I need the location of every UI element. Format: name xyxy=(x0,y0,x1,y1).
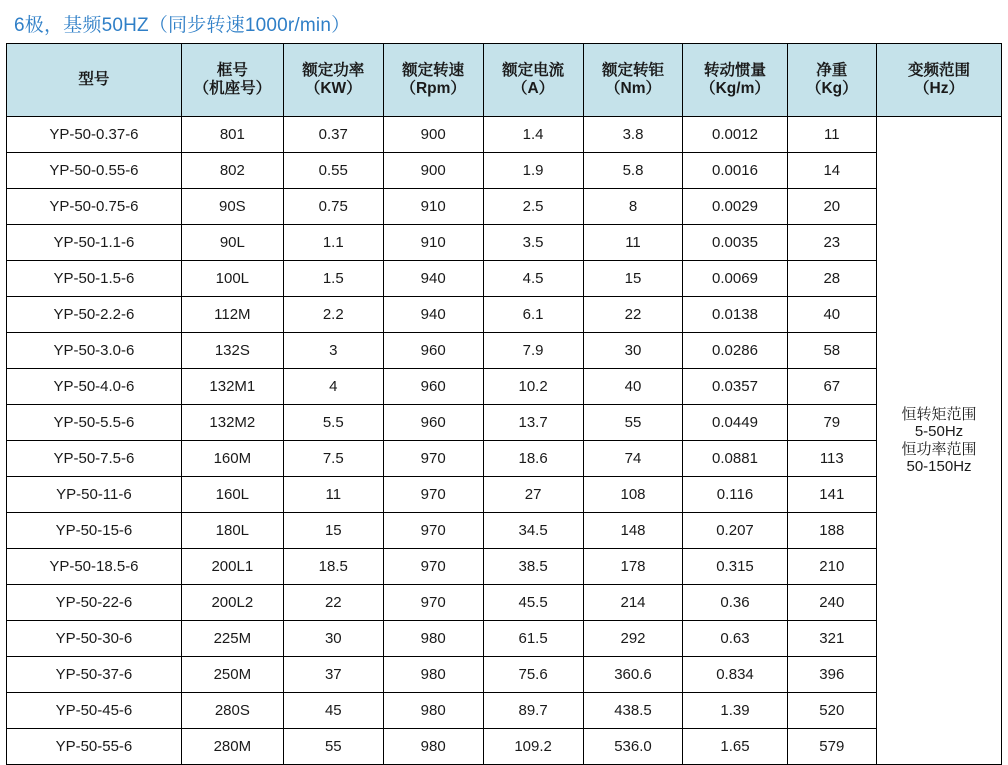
cell-torque: 3.8 xyxy=(583,117,683,153)
cell-current: 75.6 xyxy=(483,657,583,693)
cell-frame: 160L xyxy=(181,477,283,513)
cell-current: 3.5 xyxy=(483,225,583,261)
cell-power: 5.5 xyxy=(283,405,383,441)
cell-frame: 132M1 xyxy=(181,369,283,405)
table-row xyxy=(7,189,1002,225)
cell-frame: 132M2 xyxy=(181,405,283,441)
cell-frame: 802 xyxy=(181,153,283,189)
table-row xyxy=(7,405,1002,441)
cell-frame: 100L xyxy=(181,261,283,297)
cell-torque: 40 xyxy=(583,369,683,405)
cell-speed: 940 xyxy=(383,261,483,297)
column-header-weight-line-2: （Kg） xyxy=(805,80,858,97)
column-header-torque xyxy=(583,44,683,117)
cell-speed: 980 xyxy=(383,729,483,765)
cell-inertia: 0.315 xyxy=(683,549,787,585)
cell-inertia: 1.65 xyxy=(683,729,787,765)
table-body xyxy=(7,117,1002,765)
table-row xyxy=(7,369,1002,405)
cell-speed: 960 xyxy=(383,333,483,369)
column-header-frame-line-2: （机座号） xyxy=(193,80,272,97)
table-row xyxy=(7,729,1002,765)
table-row xyxy=(7,117,1002,153)
cell-inertia: 0.0012 xyxy=(683,117,787,153)
cell-frame: 280M xyxy=(181,729,283,765)
cell-weight: 11 xyxy=(787,117,877,153)
cell-power: 45 xyxy=(283,693,383,729)
cell-torque: 74 xyxy=(583,441,683,477)
column-header-frequency-range xyxy=(877,44,1002,117)
cell-speed: 900 xyxy=(383,117,483,153)
cell-power: 18.5 xyxy=(283,549,383,585)
cell-current: 2.5 xyxy=(483,189,583,225)
cell-power: 11 xyxy=(283,477,383,513)
table-row xyxy=(7,657,1002,693)
cell-model: YP-50-37-6 xyxy=(7,657,182,693)
table-row xyxy=(7,297,1002,333)
cell-inertia: 0.0357 xyxy=(683,369,787,405)
cell-power: 15 xyxy=(283,513,383,549)
cell-current: 89.7 xyxy=(483,693,583,729)
cell-inertia: 0.834 xyxy=(683,657,787,693)
cell-torque: 11 xyxy=(583,225,683,261)
cell-inertia: 0.0138 xyxy=(683,297,787,333)
cell-torque: 15 xyxy=(583,261,683,297)
cell-inertia: 0.116 xyxy=(683,477,787,513)
cell-speed: 900 xyxy=(383,153,483,189)
cell-frame: 160M xyxy=(181,441,283,477)
cell-speed: 970 xyxy=(383,513,483,549)
column-header-current-line-2: （A） xyxy=(511,80,555,97)
cell-speed: 970 xyxy=(383,441,483,477)
cell-frame: 801 xyxy=(181,117,283,153)
table-row xyxy=(7,693,1002,729)
cell-current: 27 xyxy=(483,477,583,513)
cell-model: YP-50-2.2-6 xyxy=(7,297,182,333)
cell-power: 0.75 xyxy=(283,189,383,225)
cell-weight: 79 xyxy=(787,405,877,441)
table-row xyxy=(7,225,1002,261)
frequency-range-line-2: 5-50Hz xyxy=(914,423,964,441)
cell-torque: 438.5 xyxy=(583,693,683,729)
cell-torque: 55 xyxy=(583,405,683,441)
cell-weight: 520 xyxy=(787,693,877,729)
frequency-range-line-3: 恒功率范围 xyxy=(901,440,977,458)
cell-current: 6.1 xyxy=(483,297,583,333)
cell-power: 2.2 xyxy=(283,297,383,333)
cell-speed: 910 xyxy=(383,225,483,261)
cell-inertia: 0.0016 xyxy=(683,153,787,189)
cell-frame: 112M xyxy=(181,297,283,333)
motor-spec-table xyxy=(6,43,1002,765)
column-header-speed-line-2: （Rpm） xyxy=(400,80,466,97)
cell-weight: 579 xyxy=(787,729,877,765)
cell-model: YP-50-15-6 xyxy=(7,513,182,549)
cell-model: YP-50-11-6 xyxy=(7,477,182,513)
cell-weight: 141 xyxy=(787,477,877,513)
cell-current: 38.5 xyxy=(483,549,583,585)
cell-current: 1.4 xyxy=(483,117,583,153)
cell-speed: 960 xyxy=(383,369,483,405)
cell-torque: 108 xyxy=(583,477,683,513)
cell-weight: 20 xyxy=(787,189,877,225)
column-header-current-line-1: 额定电流 xyxy=(502,62,565,80)
cell-frame: 90L xyxy=(181,225,283,261)
column-header-model xyxy=(7,44,182,117)
cell-torque: 8 xyxy=(583,189,683,225)
cell-model: YP-50-5.5-6 xyxy=(7,405,182,441)
cell-frame: 250M xyxy=(181,657,283,693)
cell-weight: 188 xyxy=(787,513,877,549)
cell-frame: 200L1 xyxy=(181,549,283,585)
cell-torque: 214 xyxy=(583,585,683,621)
cell-inertia: 0.0449 xyxy=(683,405,787,441)
column-header-weight-line-1: 净重 xyxy=(816,62,848,80)
table-row xyxy=(7,621,1002,657)
table-row xyxy=(7,585,1002,621)
table-row xyxy=(7,477,1002,513)
cell-speed: 960 xyxy=(383,405,483,441)
cell-speed: 970 xyxy=(383,549,483,585)
column-header-inertia-line-2: （Kg/m） xyxy=(700,80,770,97)
frequency-range-line-1: 恒转矩范围 xyxy=(901,406,977,423)
cell-current: 18.6 xyxy=(483,441,583,477)
cell-frame: 280S xyxy=(181,693,283,729)
cell-current: 61.5 xyxy=(483,621,583,657)
cell-inertia: 0.63 xyxy=(683,621,787,657)
cell-weight: 58 xyxy=(787,333,877,369)
cell-current: 1.9 xyxy=(483,153,583,189)
cell-power: 0.37 xyxy=(283,117,383,153)
column-header-speed-line-1: 额定转速 xyxy=(402,62,465,80)
column-header-power-line-1: 额定功率 xyxy=(302,62,365,80)
cell-power: 22 xyxy=(283,585,383,621)
page-title: 6极，基频50HZ（同步转速1000r/min） xyxy=(14,15,351,36)
cell-inertia: 0.36 xyxy=(683,585,787,621)
cell-inertia: 0.0881 xyxy=(683,441,787,477)
cell-torque: 5.8 xyxy=(583,153,683,189)
cell-current: 13.7 xyxy=(483,405,583,441)
cell-current: 34.5 xyxy=(483,513,583,549)
column-header-torque-line-2: （Nm） xyxy=(605,80,661,97)
cell-weight: 23 xyxy=(787,225,877,261)
cell-current: 109.2 xyxy=(483,729,583,765)
column-header-speed xyxy=(383,44,483,117)
column-header-frequency-range-line-2: （Hz） xyxy=(914,80,964,97)
cell-torque: 360.6 xyxy=(583,657,683,693)
cell-inertia: 0.207 xyxy=(683,513,787,549)
cell-frame: 90S xyxy=(181,189,283,225)
cell-model: YP-50-0.55-6 xyxy=(7,153,182,189)
cell-model: YP-50-45-6 xyxy=(7,693,182,729)
table-row xyxy=(7,441,1002,477)
cell-power: 1.1 xyxy=(283,225,383,261)
cell-frame: 200L2 xyxy=(181,585,283,621)
column-header-weight xyxy=(787,44,877,117)
column-header-frequency-range-line-1: 变频范围 xyxy=(908,62,971,80)
cell-weight: 67 xyxy=(787,369,877,405)
cell-speed: 980 xyxy=(383,693,483,729)
cell-inertia: 0.0069 xyxy=(683,261,787,297)
column-header-power-line-2: （KW） xyxy=(304,80,362,97)
cell-speed: 970 xyxy=(383,477,483,513)
cell-speed: 980 xyxy=(383,621,483,657)
frequency-range-line-4: 50-150Hz xyxy=(906,457,972,475)
cell-torque: 536.0 xyxy=(583,729,683,765)
cell-power: 1.5 xyxy=(283,261,383,297)
cell-model: YP-50-30-6 xyxy=(7,621,182,657)
cell-torque: 22 xyxy=(583,297,683,333)
cell-weight: 113 xyxy=(787,441,877,477)
cell-current: 45.5 xyxy=(483,585,583,621)
cell-model: YP-50-4.0-6 xyxy=(7,369,182,405)
cell-power: 4 xyxy=(283,369,383,405)
table-row xyxy=(7,153,1002,189)
cell-weight: 28 xyxy=(787,261,877,297)
cell-speed: 970 xyxy=(383,585,483,621)
column-header-frame xyxy=(181,44,283,117)
cell-model: YP-50-0.37-6 xyxy=(7,117,182,153)
column-header-current xyxy=(483,44,583,117)
cell-power: 3 xyxy=(283,333,383,369)
cell-model: YP-50-0.75-6 xyxy=(7,189,182,225)
column-header-inertia xyxy=(683,44,787,117)
cell-weight: 240 xyxy=(787,585,877,621)
cell-torque: 178 xyxy=(583,549,683,585)
cell-power: 7.5 xyxy=(283,441,383,477)
cell-torque: 292 xyxy=(583,621,683,657)
table-row xyxy=(7,513,1002,549)
cell-power: 0.55 xyxy=(283,153,383,189)
cell-inertia: 0.0035 xyxy=(683,225,787,261)
column-header-torque-line-1: 额定转钜 xyxy=(601,62,664,80)
cell-model: YP-50-18.5-6 xyxy=(7,549,182,585)
table-row xyxy=(7,549,1002,585)
cell-weight: 40 xyxy=(787,297,877,333)
column-header-model-line-1: 型号 xyxy=(78,71,110,89)
cell-speed: 940 xyxy=(383,297,483,333)
table-row xyxy=(7,333,1002,369)
table-header xyxy=(7,44,1002,117)
cell-current: 10.2 xyxy=(483,369,583,405)
cell-frame: 180L xyxy=(181,513,283,549)
cell-speed: 910 xyxy=(383,189,483,225)
cell-frame: 132S xyxy=(181,333,283,369)
cell-model: YP-50-1.1-6 xyxy=(7,225,182,261)
cell-torque: 148 xyxy=(583,513,683,549)
cell-frequency-range xyxy=(877,117,1002,765)
cell-inertia: 0.0286 xyxy=(683,333,787,369)
cell-current: 7.9 xyxy=(483,333,583,369)
cell-power: 30 xyxy=(283,621,383,657)
cell-inertia: 0.0029 xyxy=(683,189,787,225)
cell-frame: 225M xyxy=(181,621,283,657)
cell-model: YP-50-22-6 xyxy=(7,585,182,621)
cell-weight: 321 xyxy=(787,621,877,657)
cell-model: YP-50-3.0-6 xyxy=(7,333,182,369)
cell-model: YP-50-1.5-6 xyxy=(7,261,182,297)
column-header-inertia-line-1: 转动惯量 xyxy=(703,62,766,80)
cell-weight: 210 xyxy=(787,549,877,585)
cell-weight: 14 xyxy=(787,153,877,189)
cell-inertia: 1.39 xyxy=(683,693,787,729)
cell-model: YP-50-55-6 xyxy=(7,729,182,765)
table-header-row xyxy=(7,44,1002,117)
cell-weight: 396 xyxy=(787,657,877,693)
cell-speed: 980 xyxy=(383,657,483,693)
cell-torque: 30 xyxy=(583,333,683,369)
cell-model: YP-50-7.5-6 xyxy=(7,441,182,477)
cell-power: 55 xyxy=(283,729,383,765)
column-header-power xyxy=(283,44,383,117)
column-header-frame-line-1: 框号 xyxy=(216,62,248,80)
cell-current: 4.5 xyxy=(483,261,583,297)
cell-power: 37 xyxy=(283,657,383,693)
table-row xyxy=(7,261,1002,297)
